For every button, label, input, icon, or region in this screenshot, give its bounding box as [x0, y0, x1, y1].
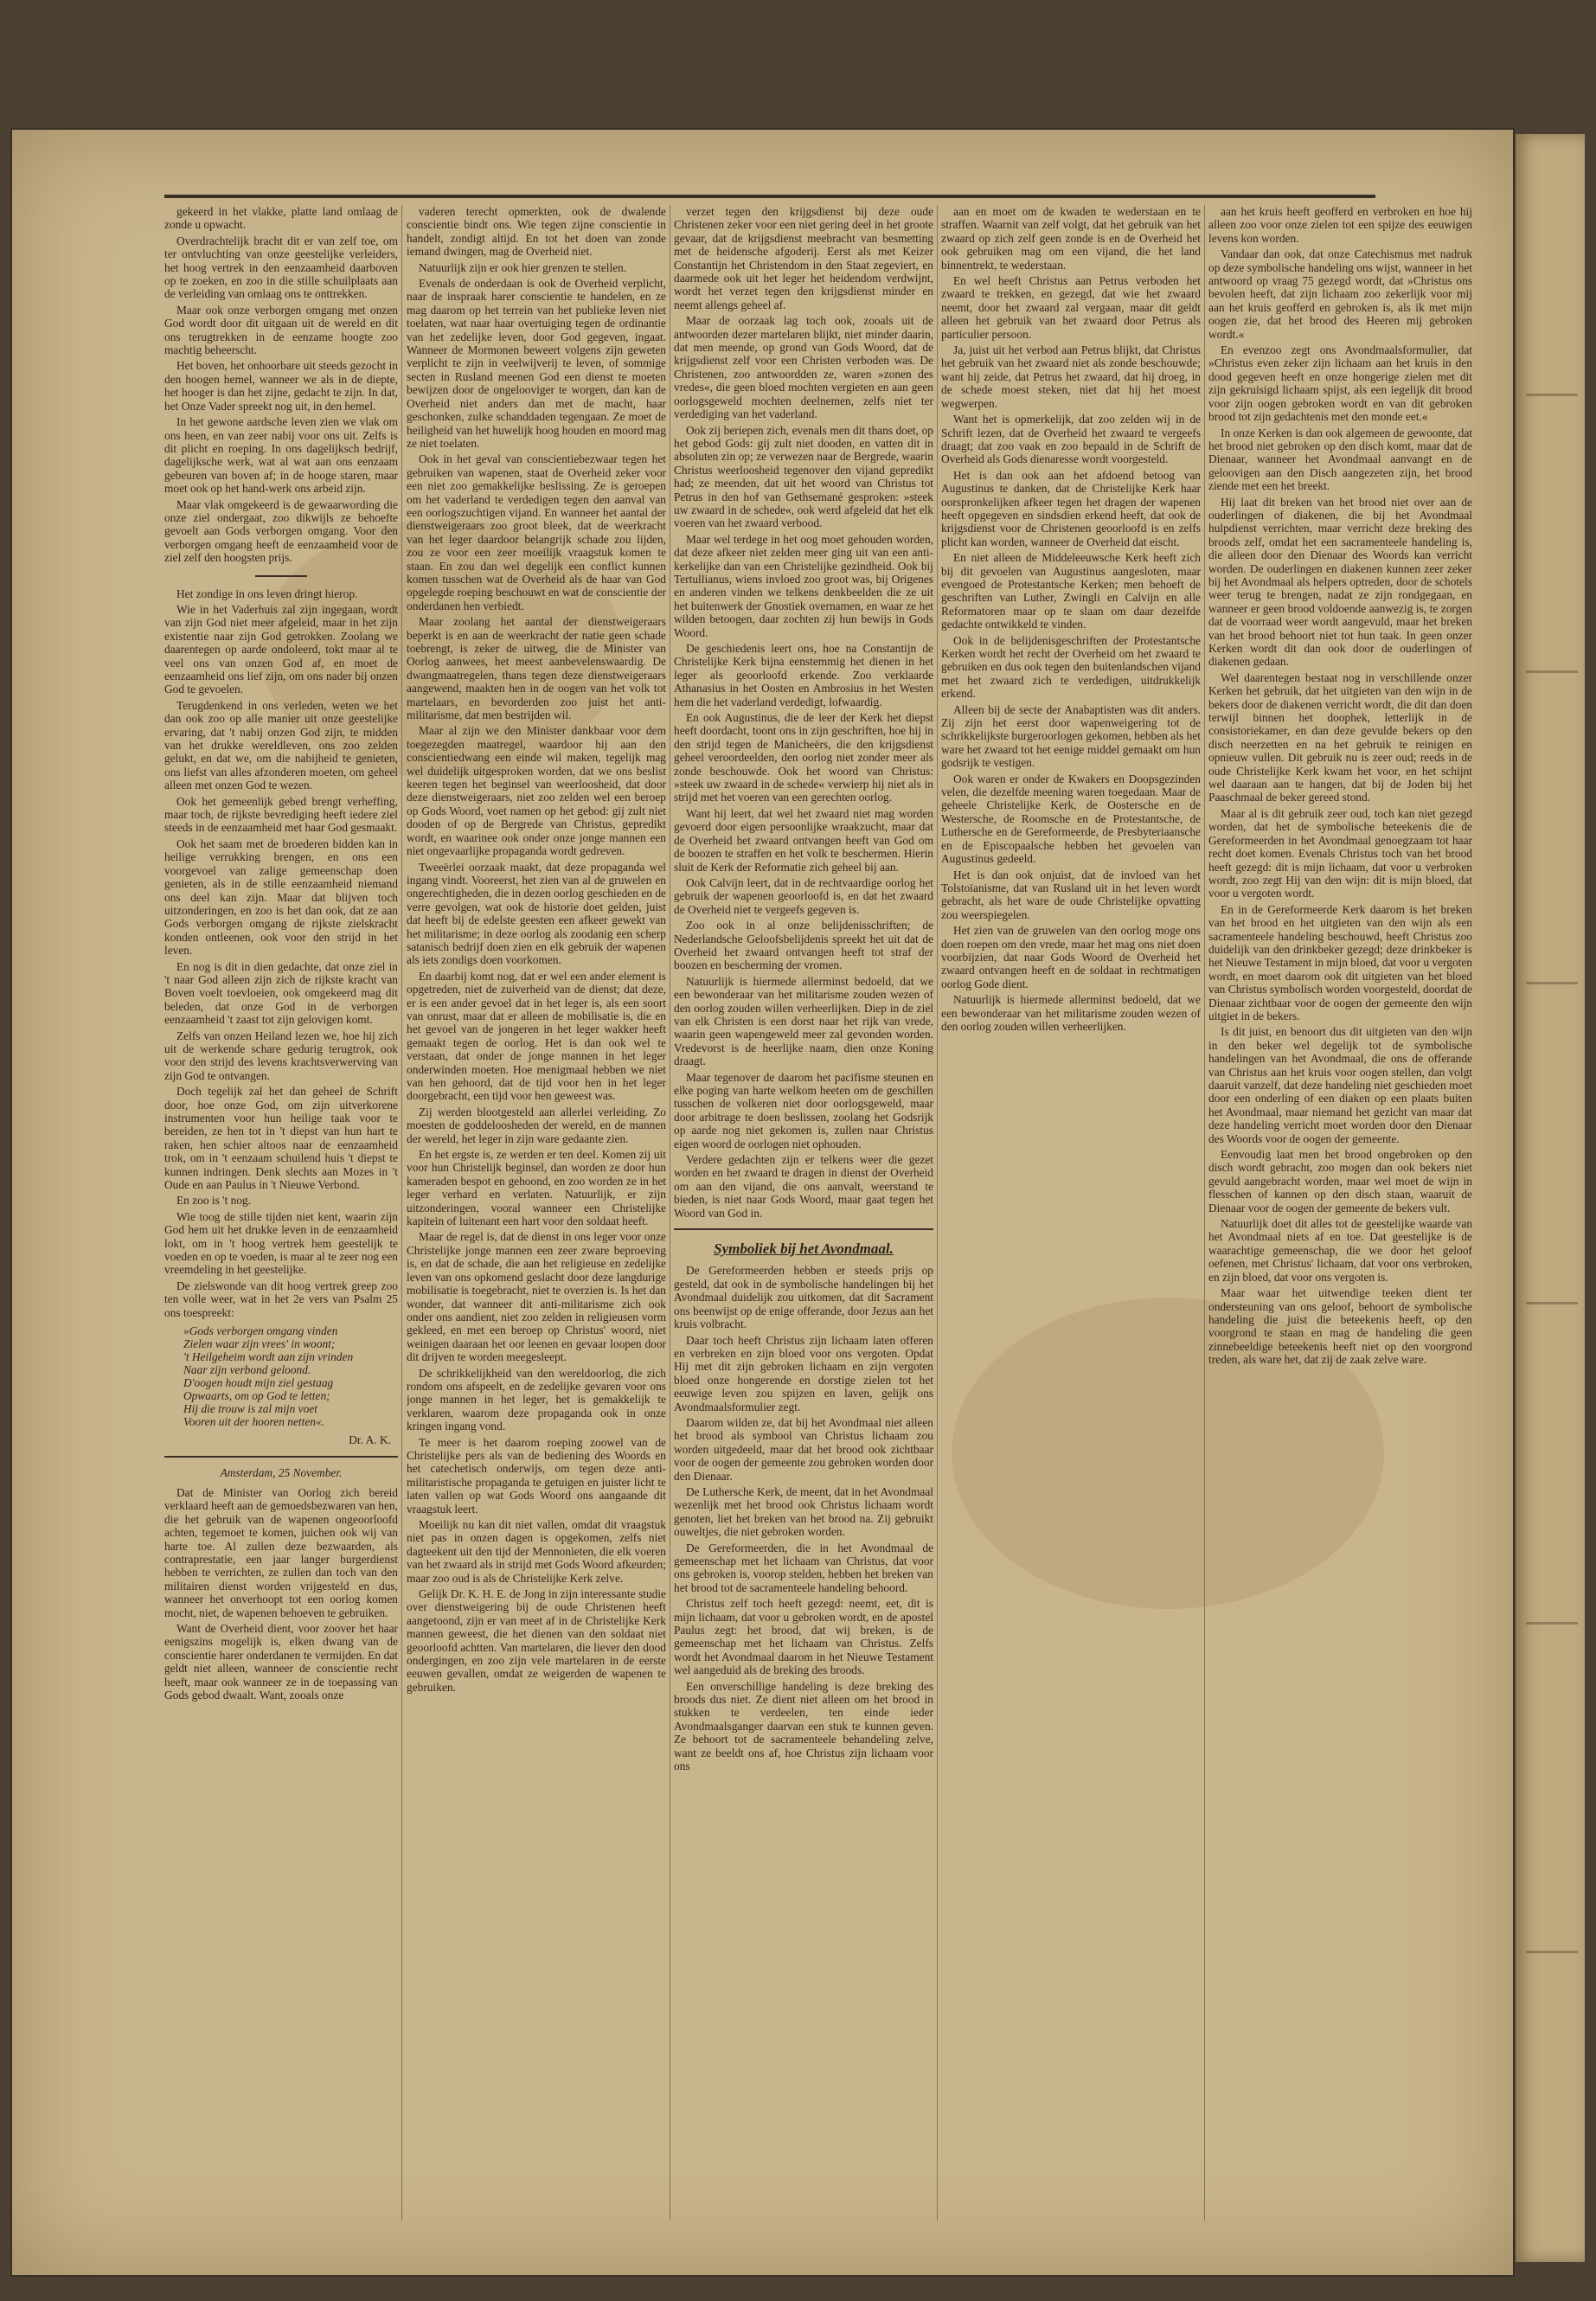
column-1 — [164, 205, 398, 2221]
paragraph: En wel heeft Christus aan Petrus verboden het zwaard te trekken, en gezegd, dat wie het zwaard neemt, door het zwaard zal vergaan, maar dit geldt alleen het gebruik van het zwaard door Petrus als particulier persoon. — [941, 274, 1201, 341]
paragraph: Wie toog de stille tijden niet kent, waarin zijn God hem uit het drukke leven in de eenzaamheid lokt, om in 't hoog vertrek hem geestelijk te voeden en op te voeden, is maar al te zeer nog een vreemdeling in het geestelijke. — [164, 1209, 398, 1277]
paragraph: Natuurlijk zijn er ook hier grenzen te stellen. — [419, 260, 627, 274]
paragraph: En in de Gereformeerde Kerk daarom is het breken van het brood en het uitgieten van den wijn als een sacramenteele handeling beschouwd, heeft Christus zoo duidelijk van den drinkbeker gezegd; deze drinkbeker is het Nieuwe Testament in mijn bloed, dat voor u vergoten wordt, en moet daarom ook dit uitgieten van het bloed van Christus symbolisch worden voorgesteld, doordat de Dienaar zichtbaar voor de oogen der gemeente den wijn uitgiet in de bekers. — [1208, 902, 1472, 1022]
paragraph: vaderen terecht opmerkten, ook de dwalende conscientie bindt ons. Wie tegen zijne conscientie in handelt, zondigt altijd. En tot het doen van zonde iemand dwingen, mag de Overheid niet. — [407, 205, 666, 259]
header-rule — [164, 195, 1375, 198]
paragraph: Evenals de onderdaan is ook de Overheid verplicht, naar de inspraak harer conscientie te handelen, en ze mag daarom op het terrein van het publieke leven niet toelaten, wat naar haar overtuiging tegen de ordinantie van het zedelijke leven, door God gegeven, ingaat. Wanneer de Mormonen beweert volgens zijn geweten verplicht te zijn in veelwijverij te leven, of sommige secten in Rusland meenen God een dienst te moeten bewijzen door de ongelooviger te worgen, dan kan de Overheid niet anders dan met de macht, haar geschonken, zulke schanddaden tegengaan. Ze moet de heiligheid van het huwelijk hoog houden en moord mag ze niet toelaten. — [407, 277, 666, 450]
paragraph: Ja, juist uit het verbod aan Petrus blijkt, dat Christus het gebruik van het zwaard niet als zonde beschouwde; want hij zeide, dat Petrus het zwaard, dat hij droeg, in de schede moest steken, niet dat hij het moest wegwerpen. — [941, 343, 1201, 410]
column-divider — [937, 205, 938, 2221]
paragraph: Maar al is dit gebruik zeer oud, toch kan niet gezegd worden, dat het de symbolische beteekenis die de Gereformeerden in het Avondmaal genoegzaam tot haar recht doet komen. Evenals Christus toch van het brood heeft gezegd: dit is mijn lichaam, dat voor u verbroken wordt, zoo zegt Hij van den wijn: dit is mijn bloed, dat voor u vergoten wordt. — [1208, 806, 1472, 901]
paragraph: Maar wel terdege in het oog moet gehouden worden, dat deze afkeer niet zelden meer ging uit van een anti-kerkelijke dan van een Christelijke gezindheid. Ook bij Tertullianus, wiens invloed zoo groot was, bij Origenes en anderen vinden we telkens denkbeelden die ze uit het buitenwerk der Gnostiek overnamen, en waar ze het wilden betoogen, daar zochten zij hun bewijs in Gods Woord. — [674, 532, 933, 639]
psalm-quote — [183, 1324, 398, 1428]
paragraph: Tweeërlei oorzaak maakt, dat deze propaganda wel ingang vindt. Vooreerst, het zien van al de gruwelen en ongerechtigheden, die in dezen oorlog geschieden en de verre gevolgen, wat ook de historie doet gelden, juist dat heeft bij de edelste geesten een afkeer gewekt van het militarisme; in deze oorlog als zoodanig een scherp satanisch bedrijf doen zien en elk gebruik der wapenen als iets zondigs doen voorkomen. — [407, 860, 666, 967]
poem-line: Hij die trouw is zal mijn voet — [183, 1402, 317, 1416]
paragraph: aan het kruis heeft geofferd en verbroken en hoe hij alleen zoo voor onze zielen tot een spijze des eeuwigen levens kon worden. — [1208, 205, 1472, 245]
paragraph: Is dit juist, en benoort dus dit uitgieten van den wijn in den beker wel degelijk tot de symbolische handelingen van het Avondmaal, die ons de offerande van Christus aan het kruis voor oogen stellen, dan volgt daaruit vanzelf, dat deze handeling niet geschieden moet door een onderling of een diaken op een plaats buiten het Avondmaal, maar niemand het gezicht van maar dat deze handeling verricht moet worden door den Dienaar des Woords voor de oogen der gemeente. — [1208, 1025, 1472, 1145]
paragraph: Moeilijk nu kan dit niet vallen, omdat dit vraagstuk niet pas in onzen dagen is opgekomen, zelfs niet dagteekent uit den tijd der Mennonieten, die elk voeren van het zwaard als in strijd met Gods Woord afkeurden; maar zoo oud is als de Christelijke Kerk zelve. — [407, 1518, 666, 1585]
adjacent-page-strip — [1516, 134, 1585, 2262]
column-4 — [941, 205, 1201, 2221]
article-rule — [164, 1456, 398, 1458]
paragraph: En evenzoo zegt ons Avondmaalsformulier, dat »Christus even zeker zijn lichaam aan het kruis in den dood gegeven heeft en onze hongerige zielen met dit zijn gekruisigd lichaam spijst, als een iegelijk dit brood voor zijn oogen gebroken wordt en van dit gebroken brood tot zijn gedachtenis met den monde eet.« — [1208, 343, 1472, 424]
paragraph: En niet alleen de Middeleeuwsche Kerk heeft zich bij dit gevoelen van Augustinus aangesloten, maar evengoed de Protestantsche Kerken; men behoeft de geschriften van Luther, Zwingli en Calvijn en alle Reformatoren maar op te slaan om daar dezelfde gedachte ontwikkeld te vinden. — [941, 551, 1201, 631]
paragraph: Eenvoudig laat men het brood ongebroken op den disch wordt gebracht, zoo mogen dan ook bekers niet gevuld aangebracht worden, maar wel moet de wijn in flesschen of kannen op den disch staan, waaruit de Dienaar voor de oogen der gemeente de bekers vult. — [1208, 1148, 1472, 1215]
paragraph: De geschiedenis leert ons, hoe na Constantijn de Christelijke Kerk bijna eenstemmig het dienen in het leger als geoorloofd erkende. Zoo verklaarde Athanasius in het Oosten en Ambrosius in het Westen hem die het vaderland verdedigt, lofwaardig. — [674, 642, 933, 708]
paragraph: Want hij leert, dat wel het zwaard niet mag worden gevoerd door eigen persoonlijke wraakzucht, maar dat de Overheid het zwaard ontvangen heeft van God om de boozen te straffen en het volk te beschermen. Hierin sluit de Kerk der Reformatie zich geheel bij aan. — [674, 806, 933, 874]
paragraph: Maar de oorzaak lag toch ook, zooals uit de antwoorden dezer martelaren blijkt, niet minder daarin, dat men meende, op grond van Gods Woord, dat de krijgsdienst zelf voor een Christen verboden was. De Christenen, zoo antwoordden ze, waren »zonen des vredes«, die geen bloed mochten vergieten en aan geen oorlogsgeweld mochten deelnemen, zelfs niet ter verdediging van het vaderland. — [674, 314, 933, 421]
section-separator — [255, 575, 307, 577]
poem-line: D'oogen houdt mijn ziel gestaag — [183, 1376, 334, 1390]
paragraph: Terugdenkend in ons verleden, weten we het dan ook zoo op alle manier uit onze geestelijke ervaring, dat 't nabij onzen God zijn, te midden van het drukke wereldleven, ons zoo zelden gelukt, en dat we, om die nabijheid te genieten, ons liefst van alles afzonderen moeten, om geheel alleen met onzen God te wezen. — [164, 698, 398, 792]
paragraph: Maar waar het uitwendige teeken dient ter ondersteuning van ons geloof, behoort de symbolische handeling die juist die beteekenis heeft, op den voorgrond te staan en mag de handeling die geen zinnebeeldige beteekenis heeft niet op den voorgrond treden, als ware het, dat zij de zaak zelve ware. — [1208, 1286, 1472, 1367]
paragraph: Maar vlak omgekeerd is de gewaarwording die onze ziel ondergaat, zoo dikwijls ze behoefte gevoelt aan Gods verborgen omgang. Voor den verborgen omgang heeft de eenzaamheid voor de ziel zelf den hoogsten prijs. — [164, 497, 398, 565]
paragraph: Verdere gedachten zijn er telkens weer die gezet worden en het zwaard te dragen in dienst der Overheid om aan den vijand, die ons aanvalt, weerstand te bieden, is niet naar Gods Woord, maar gaat tegen het Woord van God in. — [674, 1153, 933, 1220]
paragraph: gekeerd in het vlakke, platte land omlaag de zonde u opwacht. — [164, 205, 398, 232]
paragraph: Het zien van de gruwelen van den oorlog moge ons doen roepen om den vrede, maar het mag ons niet doen voorbijzien, dat naar Gods Woord de Overheid het zwaard ontvangen heeft en de soldaat in rechtmatigen oorlog Gode dient. — [941, 924, 1201, 990]
paragraph: En zoo is 't nog. — [176, 1194, 252, 1208]
paragraph: Daarom wilden ze, dat bij het Avondmaal niet alleen het brood als symbool van Christus lichaam zou worden uitgedeeld, maar dat het brood ook zichtbaar voor de oogen der gemeente zou gebroken worden door den Dienaar. — [674, 1415, 933, 1483]
paragraph: Wel daarentegen bestaat nog in verschillende onzer Kerken het gebruik, dat het uitgieten van den wijn in de bekers door de diakenen verricht wordt, die dit dan doen terwijl binnen het doophek, letterlijk in de consistoriekamer, en dan deze gevulde bekers op den disch neerzetten en na het gebruik te reinigen en opnieuw vullen. Dit gebruik nu is zeer oud; reeds in de oude Christelijke Kerk kwam het voor, en het schijnt wel daaraan aan te hangen, dat bij de Joden bij het Paaschmaal de beker gereed stond. — [1208, 670, 1472, 804]
dateline: Amsterdam, 25 November. — [220, 1465, 343, 1479]
editorial-text — [164, 1486, 398, 1702]
paragraph: Ook in het geval van conscientiebezwaar tegen het gebruiken van wapenen, staat de Overheid zeker voor een niet zoo gemakkelijke beslissing. Ze is geroepen om het vaderland te verdedigen tegen den aanval van een oorlogszuchtigen vijand. En wanneer het aantal der dienstweigeraars zoo groot bleek, dat de weerkracht van het leger daardoor belangrijk schade zou lijden, zou ze voor een zeer moeilijk vraagstuk komen te staan. En zou dan wel degelijk een conflict kunnen komen tusschen wat de Overheid als de haar van God opgelegde roeping beschouwt en wat de conscientie der onderdanen hen verbiedt. — [407, 452, 666, 612]
author-signature: Dr. A. K. — [349, 1433, 391, 1447]
paragraph: Ook waren er onder de Kwakers en Doopsgezinden velen, die dezelfde meening waren toegedaan. Maar de geheele Christelijke Kerk, de Oostersche en de Westersche, de Roomsche en de Protestantsche, de Luthersche en de Gereformeerde, de Presbyteriaansche en de Episcopaalsche hebben het gevoelen van Augustinus gedeeld. — [941, 772, 1201, 866]
paragraph: aan en moet om de kwaden te wederstaan en te straffen. Waarnit van zelf volgt, dat het gebruik van het zwaard op zich zelf geen zonde is en de Overheid het ook gebruiken mag om een vijand, die het land binnentrekt, te wederstaan. — [941, 205, 1201, 272]
paragraph: Natuurlijk is hiermede allerminst bedoeld, dat we een bewonderaar van het militarisme zouden wezen of den oorlog zouden willen verheerlijken. — [941, 993, 1201, 1033]
paragraph: Het boven, het onhoorbare uit steeds gezocht in den hoogen hemel, wanneer we als in de diepte, het hooger is dan het zijne, gedacht te zijn. In dat, het Onze Vader spreekt nog uit, in den hemel. — [164, 359, 398, 413]
paragraph: De schrikkelijkheid van den wereldoorlog, die zich rondom ons afspeelt, en de zedelijke gevaren voor ons jonge mannen in het leger, het is gemakkelijk te verklaren, waarom deze propaganda ook in onze kringen ingang vond. — [407, 1366, 666, 1433]
paragraph: Alleen bij de secte der Anabaptisten was dit anders. Zij zijn het eerst door wapenweigering tot de schrikkelijkste burgeroorlogen gekomen, hebben als het ware het zwaard tot het eenige middel gemaakt om hun godsrijk te vestigen. — [941, 702, 1201, 770]
paragraph: De Gereformeerden hebben er steeds prijs op gesteld, dat ook in de symbolische handelingen bij het Avondmaal duidelijk zou uitkomen, dat dit Sacrament ons beenwijst op de enige offerande, door Jezus aan het kruis volbracht. — [674, 1264, 933, 1331]
column-divider — [401, 205, 402, 2221]
poem-line: »Gods verborgen omgang vinden — [183, 1324, 338, 1338]
poem-line: 't Heilgeheim wordt aan zijn vrinden — [183, 1350, 354, 1364]
paragraph: Daar toch heeft Christus zijn lichaam laten offeren en verbreken en zijn bloed voor ons vergoten. Opdat Hij met dit zijn gebroken lichaam en zijn vergoten bloed onze hongerende en dorstige zielen tot het eeuwige leven zou spijzen en laven, gelijk ons Avondmaalsformulier zegt. — [674, 1333, 933, 1413]
article-heading: Symboliek bij het Avondmaal. — [714, 1240, 894, 1258]
column-2 — [407, 205, 666, 2221]
paragraph: In onze Kerken is dan ook algemeen de gewoonte, dat het brood niet gebroken op den disch komt, maar dat de Dienaar, wanneer het Avondmaal aanvangt en de geloovigen aan den Disch aangezeten zijn, het brood ziende met een het breekt. — [1208, 426, 1472, 493]
paragraph: Het is dan ook onjuist, dat de invloed van het Tolstoïanisme, dat van Rusland uit in het leven wordt gebracht, als het ware de oude Christelijke opvatting zou weerspiegelen. — [941, 868, 1201, 921]
paragraph: verzet tegen den krijgsdienst bij deze oude Christenen zeker voor een niet gering deel in het groote gevaar, dat de krijgsdienst meebracht van besmetting met de heidensche afgoderij. Eerst als met Keizer Constantijn het Christendom in den Staat zegeviert, en daarmede ook uit het leger het heidendom verdwijnt, wordt het verzet tegen den krijgsdienst minder en neemt allengs geheel af. — [674, 205, 933, 311]
paragraph: Het zondige in ons leven dringt hierop. — [176, 586, 358, 600]
paragraph: Zoo ook in al onze belijdenisschriften; de Nederlandsche Geloofsbelijdenis spreekt het uit dat de Overheid het zwaard ontvangen heeft tot straf der boozen en bescherming der vromen. — [674, 919, 933, 972]
paragraph: Natuurlijk is hiermede allerminst bedoeld, dat we een bewonderaar van het militarisme zouden wezen of den oorlog zouden willen verheerlijken. Diep in de ziel van elk Christen is een dorst naar het rijk van vrede, waarin geen wapengeweld meer zal gevonden worden. Vredevorst is de heerlijke naam, dien onze Koning draagt. — [674, 974, 933, 1068]
paragraph: Een onverschillige handeling is deze breking des broods dus niet. Ze dient niet alleen om het brood in stukken te verdeelen, ten einde ieder Avondmaalsganger daarvan een stuk te kunnen geven. Ze behoort tot de sacramenteele behandeling zelve, want ze beeldt ons af, hoe Christus zijn lichaam voor ons — [674, 1679, 933, 1773]
paragraph: Christus zelf toch heeft gezegd: neemt, eet, dit is mijn lichaam, dat voor u gebroken wordt, en de apostel Paulus zegt: het brood, dat wij breken, is de gemeenschap met het lichaam van Christus. Zelfs wordt het Avondmaal daarom in het Nieuwe Testament wel aangeduid als de breking des broods. — [674, 1597, 933, 1677]
paragraph: Maar de regel is, dat de dienst in ons leger voor onze Christelijke jonge mannen een zeer zware beproeving is, en dat de schade, die aan het religieuse en zedelijke leven van ons opkomend geslacht door deze langdurige mobilisatie is toegebracht, niet te overzien is. Is het dan wonder, dat wanneer dit anti-militarisme zich ook onder ons aandient, niet zoo zelden in religieusen vorm gekleed, en met een beroep op Christus' woord, niet weinigen daaraan het oor leenen en gevaar loopen door dit drijven te worden meegesleept. — [407, 1230, 666, 1364]
paragraph: Want de Overheid dient, voor zoover het haar eenigszins mogelijk is, elken dwang van de conscientie harer onderdanen te vermijden. En dat geldt niet alleen, wanneer de conscientie recht heeft, maar ook wanneer ze in de toepassing van Gods gebod dwaalt. Want, zooals onze — [164, 1621, 398, 1702]
paragraph: Dat de Minister van Oorlog zich bereid verklaard heeft aan de gemoedsbezwaren van hen, die het gebruik van de wapenen ongeoorloofd achten, tegemoet te komen, juichen ook wij van harte toe. Al zullen deze bezwaarden, als contraprestatie, een jaar langer burgerdienst hebben te verrichten, ze zullen dan toch van den militairen dienst worden vrijgesteld en dus, wanneer het onverhoopt tot een oorlog komen mocht, niet, de wapenen behoeven te gebruiken. — [164, 1485, 398, 1619]
paragraph: De Luthersche Kerk, de meent, dat in het Avondmaal wezenlijk met het brood ook Christus lichaam wordt genoten, liet het breken van het brood na. Zij gebruikt ouweltjes, die niet gebroken worden. — [674, 1484, 933, 1539]
column-divider — [1204, 205, 1205, 2221]
column-5 — [1208, 205, 1472, 2221]
poem-line: Opwaarts, om op God te letten; — [183, 1389, 330, 1403]
article-rule — [674, 1228, 933, 1230]
paragraph: Wie in het Vaderhuis zal zijn ingegaan, wordt van zijn God niet meer afgeleid, maar in het zijn existentie naar zijn God getrokken. Zoolang we daarentegen op aarde ondoleerd, tokt maar al te veel ons van onzen God af, en moet de eenzaamheid ons lief zijn, om ons nader bij onzen God te gevoelen. — [164, 602, 398, 696]
paragraph: De zielswonde van dit hoog vertrek greep zoo ten volle weer, wat in het 2e vers van Psalm 25 ons toespreekt: — [164, 1279, 398, 1319]
paragraph: Het is dan ook aan het afdoend betoog van Augustinus te danken, dat de Christelijke Kerk haar oorspronkelijken afkeer tegen het dragen der wapenen heeft opgegeven en sindsdien erkend heeft, dat ook de krijgsdienst voor de Christenen geoorloofd is en zelfs plicht kan worden, wanneer de Overheid dat eischt. — [941, 468, 1201, 548]
poem-line: Naar zijn verbond geloond. — [183, 1363, 311, 1377]
paragraph: Natuurlijk doet dit alles tot de geestelijke waarde van het Avondmaal niets af en toe. Dat geestelijke is de waarachtige gemeenschap, die we door het geloof oefenen, met Christus' lichaam, dat voor ons verbroken, en zijn bloed, dat voor ons vergoten is. — [1208, 1217, 1472, 1284]
poem-line: Zielen waar zijn vrees' in woont; — [183, 1337, 336, 1351]
paragraph: Maar al zijn we den Minister dankbaar voor dem toegezegden maatregel, waardoor hij aan den conscientiedwang een einde wil maken, tegelijk mag wel duidelijk uitgesproken worden, dat we ons beslist keeren tegen het beginsel van weerloosheid, dat door deze dienstweigeraars, niet zoo zelden wel een beroep op Gods Woord, voet namen op het gebod: gij zult niet dooden of op de Bergrede van Christus, gepredikt wordt, en waarinee ook onder onze jonge mannen een niet ongevaarlijke propaganda wordt gedreven. — [407, 724, 666, 858]
paragraph: Ook het gemeenlijk gebed brengt verheffing, maar toch, de rijkste bevrediging heeft iedere ziel steeds in de eenzaamheid met haar God gesmaakt. — [164, 794, 398, 835]
paragraph: Maar tegenover de daarom het pacifisme steunen en elke poging van harte welkom heeten om de geschillen tusschen de volkeren niet door oorlogsgeweld, maar door arbitrage te doen beslissen, zoolang het Godsrijk op aarde nog niet gekomen is, zullen naar Christus eigen woord de oorlogen niet ophouden. — [674, 1070, 933, 1150]
paragraph: En daarbij komt nog, dat er wel een ander element is opgetreden, niet de zuiverheid van de dienst; dat deze, er is een ander gevoel dat in het leger is, als een soort van onrust, maar dat er alleen de mobilisatie is, die en het gevoel van de jongeren in het leger wakker heeft gemaakt tegen de oorlog. Het is dan ook wel te verstaan, dat onder de jonge mannen in het leger onderwinden moeten. Hoe menigmaal hebben we niet van hen gehoord, dat de tijd voor hen in het leger doorgebracht, een tijd voor hen geweest was. — [407, 969, 666, 1103]
meditation-text-continued — [164, 587, 398, 1320]
paragraph: Ook Calvijn leert, dat in de rechtvaardige oorlog het gebruik der wapenen geoorloofd is, en dat het zwaard de Overheid niet te vergeefs gegeven is. — [674, 875, 933, 916]
paragraph: Maar ook onze verborgen omgang met onzen God wordt door dit uitgaan uit de wereld en dit ons terugtrekken in de eenzame hoogte zoo machtig beheerscht. — [164, 303, 398, 357]
paragraph: En nog is dit in dien gedachte, dat onze ziel in 't naar God alleen zijn zich de rijkste kracht van Boven voelt toevloeien, ook omgekeerd mag dit beleden, dat onze God in de verborgen eenzaamheid 't zaast tot zijn gelovigen komt. — [164, 959, 398, 1027]
column-3 — [674, 205, 933, 2221]
paragraph: En ook Augustinus, die de leer der Kerk het diepst heeft doordacht, toont ons in zijn geschriften, hoe hij in den strijd tegen de Manicheërs, die den krijgsdienst geheel veroordeelden, den oorlog niet zonder meer als zonde beschouwde. Ook het woord van Christus: »steek uw zwaard in de schede« verwierp hij niet als in strijd met het voeren van een gerechten oorlog. — [674, 711, 933, 804]
paragraph: In het gewone aardsche leven zien we vlak om ons heen, en van zeer nabij voor ons uit. Zelfs is dit plicht en roeping. In ons dagelijksch bedrijf, dagelijksche werk, wat al wat aan ons eenzaam gebeuren van boven af; in de hooge staren, maar moet ook op het hand-werk ons arbeid zijn. — [164, 415, 398, 496]
poem-line: Vooren uit der hooren netten«. — [183, 1415, 325, 1429]
meditation-text — [164, 205, 398, 565]
paragraph: Vandaar dan ook, dat onze Catechismus met nadruk op deze symbolische handeling ons wijst, wanneer in het antwoord op vraag 75 gezegd wordt, dat »Christus ons bevolen heeft, dat zijn lichaam zoo zekerlijk voor mij aan het kruis geofferd en gebroken is, als ik met mijn oogen zie, dat het brood des Heeren mij gebroken wordt.« — [1208, 247, 1472, 341]
paragraph: Ook het saam met de broederen bidden kan in heilige verrukking brengen, en ons een voorgevoel van zalige gemeenschap doen genieten, als in de stille eenzaamheid niemand ons deel kan zijn. Maar dat blijven toch uitzonderingen, en zoo is het dan ook, dat ze aan Gods verborgen omgang de rijkste zielskracht konden ontleenen, ook voor den strijd in het leven. — [164, 836, 398, 958]
paragraph: Gelijk Dr. K. H. E. de Jong in zijn interessante studie over dienstweigering bij de oude Christenen heeft aangetoond, zijn er van meet af in de Christelijke Kerk mannen geweest, die het dienen van den soldaat niet geoorloofd achtten. Van martelaren, die liever den dood ondergingen, en zoo zijn vele martelaren in de eerste eeuwen gevallen, omdat ze weigerden de wapenen te gebruiken. — [407, 1587, 666, 1694]
paragraph: Zelfs van onzen Heiland lezen we, hoe hij zich uit de werkende schare gedurig terugtrok, ook voor den strijd des levens krachtsverwerving van zijn God te ontvangen. — [164, 1029, 398, 1082]
paragraph: Doch tegelijk zal het dan geheel de Schrift door, hoe onze God, om zijn uitverkorene instrumenten voor hun heilige taak voor te bereiden, ze hen tot in 't diepst van hun hart te raken, hen schier altoos naar de eenzaamheid trok, om in 't eenzaam schuilend huis 't diepst te kunnen indringen. Denk slechts aan Mozes in 't Oude en aan Paulus in 't Nieuwe Verbond. — [164, 1085, 398, 1192]
paragraph: Zij werden blootgesteld aan allerlei verleiding. Zo moesten de goddeloosheden der wereld, en de mannen der wereld, het leger in zijn ware gedaante zien. — [407, 1105, 666, 1145]
paragraph: Te meer is het daarom roeping zoowel van de Christelijke pers als van de bediening des Woords en het catechetisch onderwijs, om tegen deze anti-militaristische propaganda te getuigen en juister licht te laten vallen op wat Gods Woord ons aangaande dit vraagstuk leert. — [407, 1435, 666, 1516]
paragraph: En het ergste is, ze werden er ten deel. Komen zij uit voor hun Christelijk beginsel, dan worden ze door hun kameraden bespot en gehoond, en zoo worden ze in het leger verhard en verlaten. Natuurlijk, er zijn uitzonderingen, vooral wanneer een Christelijke kapitein of luitenant een hart voor den soldaat heeft. — [407, 1148, 666, 1228]
paragraph: Maar zoolang het aantal der dienstweigeraars beperkt is en aan de weerkracht der natie geen schade toebrengt, is zeker de uitweg, die de Minister van Oorlog aanwees, het meest aanbevelenswaardig. De dwangmaatregelen, thans tegen deze dienstweigeraars aangewend, maakten hen in de oogen van het volk tot martelaars, en bevorderden zoo juist het anti-militarisme, dat men bestrijden wil. — [407, 615, 666, 722]
paragraph: Hij laat dit breken van het brood niet over aan de ouderlingen of diakenen, die bij het Avondmaal hulpdienst verrichten, maar verricht deze breking des broods zelf, omdat het een sacramenteele handeling is, die alleen door den Dienaar des Woords kan verricht worden. De ouderlingen en diakenen kunnen zeer zeker bij het Avondmaal als helpers optreden, door de schotels weer terug te brengen, nadat ze zijn rondgegaan, en wanneer er geen brood voldoende aanwezig is, te zorgen dat de voorraad weer wordt aangevuld, maar het breken van het brood behoort niet tot hun taak. In geen onzer Kerken wordt dit dan ook door de ouderlingen of diakenen gedaan. — [1208, 495, 1472, 669]
paragraph: Want het is opmerkelijk, dat zoo zelden wij in de Schrift lezen, dat de Overheid het zwaard te vergeefs draagt; dat zoo vaak en zoo bepaald in de Schrift de Overheid als Gods dienaresse wordt voorgesteld. — [941, 413, 1201, 466]
paragraph: Overdrachtelijk bracht dit er van zelf toe, om ter ontvluchting van onze geestelijke verleiders, het hoog vertrek in den eenzaamheid daarboven op te zoeken, en zoo in die stille schuilplaats aan de verleiding van omlaag ons te onttrekken. — [164, 234, 398, 301]
paragraph: De Gereformeerden, die in het Avondmaal de gemeenschap met het lichaam van Christus, dat voor ons gebroken is, voorop stelden, hebben het breken van het brood tot de sacramenteele handeling behoord. — [674, 1541, 933, 1594]
paragraph: Ook zij beriepen zich, evenals men dit thans doet, op het gebod Gods: gij zult niet dooden, en vatten dit in absoluten zin op; ze verwezen naar de Bergrede, waarin Christus weerloosheid tegenover den vijand gepredikt had; ze meenden, dat uit het woord van Christus tot Petrus in den hof van Gethsemané gesproken: »steek uw zwaard in de schede«, ook werd afgeleid dat het elk voeren van het zwaard verbood. — [674, 423, 933, 530]
paragraph: Ook in de belijdenisgeschriften der Protestantsche Kerken wordt het recht der Overheid om het zwaard te gebruiken en dus ook tegen den buitenlandschen vijand met het zwaard zich te verdedigen, uitdrukkelijk erkend. — [941, 633, 1201, 701]
